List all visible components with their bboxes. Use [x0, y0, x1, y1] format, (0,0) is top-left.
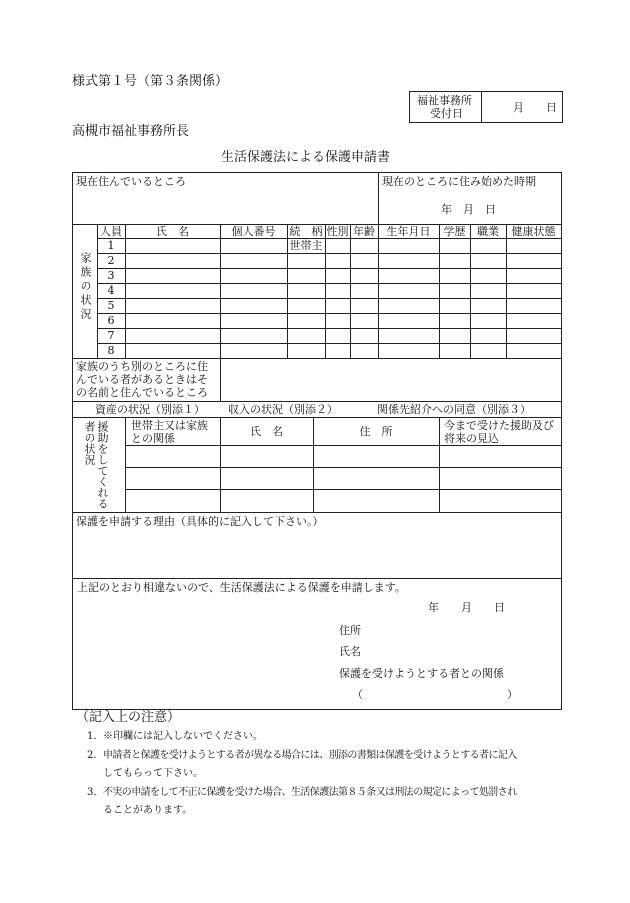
member-number: 6: [107, 314, 115, 327]
declaration-date[interactable]: 年 月 日: [428, 601, 505, 614]
relation-close-paren: ）: [507, 688, 518, 701]
reason-field[interactable]: [74, 530, 559, 576]
residence-since-date[interactable]: 年 月 日: [441, 203, 496, 216]
header-sex: 性別: [326, 225, 349, 238]
header-birthdate: 生年月日: [386, 225, 431, 238]
income-status: 収入の状況（別添２）: [228, 403, 338, 416]
note-text: 申請者と保護を受けようとする者が異なる場合には、別添の書類は保護を受けようとする者に記入: [103, 750, 517, 761]
form-number: 様式第１号（第３条関係）: [72, 74, 229, 89]
consent-status: 関係先紹介への同意（別添３）: [377, 403, 531, 416]
supporter-header-relation: 世帯主又は家族との関係: [131, 419, 208, 445]
note-text-continued: してもらって下さい。: [103, 768, 203, 779]
supporter-header-name: 氏 名: [250, 425, 283, 438]
note-text: 不実の申請をして不正に保護を受けた場合、生活保護法第８５条又は刑法の規定によって処罰され: [103, 787, 517, 798]
note-text: ※印欄には記入しないでください。: [103, 731, 263, 742]
residence-since-label: 現在のところに住み始めた時期: [382, 175, 536, 188]
header-count: 人員: [100, 225, 122, 238]
notes-heading: （記入上の注意）: [76, 710, 181, 725]
member-number: 7: [107, 329, 115, 342]
header-health: 健康状態: [511, 225, 556, 238]
member-number: 4: [107, 284, 115, 297]
header-education: 学歴: [443, 225, 466, 238]
header-personal-number: 個人番号: [231, 225, 276, 238]
current-address-field[interactable]: [74, 190, 376, 222]
addressee: 高槻市福祉事務所長: [72, 124, 190, 139]
supporters-label: 援助をしてくれる者の状況: [83, 421, 109, 509]
reason-label: 保護を申請する理由（具体的に記入して下さい。）: [76, 515, 324, 528]
separate-residence-field[interactable]: [222, 360, 559, 399]
document-title: 生活保護法による保護申請書: [221, 150, 391, 165]
header-name: 氏 名: [156, 225, 189, 238]
relation-field[interactable]: [364, 686, 502, 702]
supporter-header-address: 住 所: [359, 425, 393, 438]
note-number: 3．: [87, 787, 104, 798]
member-relationship: 世帯主: [289, 239, 323, 252]
applicant-name-label: 氏名: [339, 645, 361, 658]
applicant-relation-label: 保護を受けようとする者との関係: [339, 667, 504, 680]
header-occupation: 職業: [477, 225, 499, 238]
separate-residence-label: 家族のうち別のところに住んでいる者があるときはその名前と住んでいるところ: [76, 360, 208, 399]
assets-status: 資産の状況（別添１）: [95, 403, 205, 416]
current-address-label: 現在住んでいるところ: [76, 175, 186, 188]
received-date-label: 受付日: [430, 107, 463, 120]
family-status-label: 家族の状況: [79, 252, 92, 322]
member-number: 5: [107, 299, 115, 312]
note-number: 2．: [87, 750, 104, 761]
applicant-address-label: 住所: [339, 624, 361, 637]
reception-box: [409, 91, 563, 123]
note-text-continued: ることがあります。: [103, 805, 193, 816]
declaration-statement: 上記のとおり相違ないので、生活保護法による保護を申請します。: [77, 581, 406, 594]
member-number: 3: [107, 269, 115, 282]
received-date-field[interactable]: 月 日: [513, 101, 557, 114]
member-number: 8: [107, 344, 115, 357]
office-label: 福祉事務所: [417, 94, 472, 107]
member-number: 2: [107, 254, 115, 267]
header-relationship: 続 柄: [289, 225, 323, 238]
header-age: 年齢: [353, 225, 375, 238]
relation-open-paren: （: [352, 688, 363, 701]
member-number: 1: [107, 239, 115, 252]
note-number: 1．: [87, 731, 104, 742]
supporter-header-aid: 今まで受けた援助及び将来の見込: [444, 419, 554, 445]
